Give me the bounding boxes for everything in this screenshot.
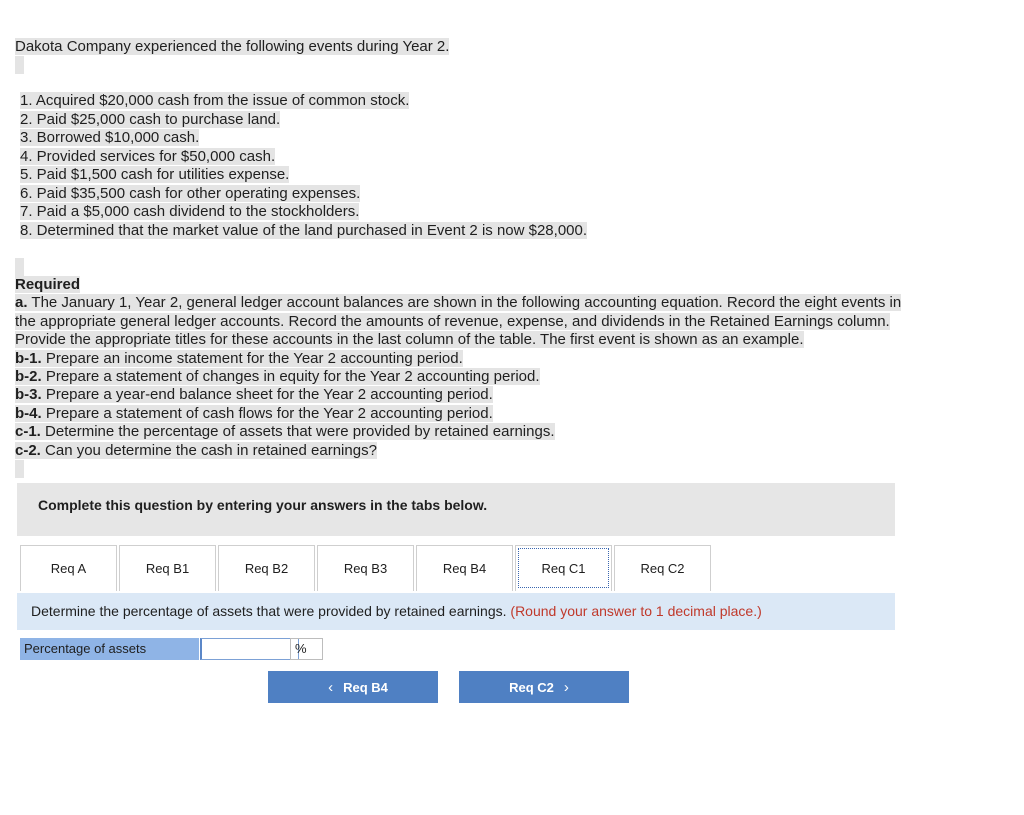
list-item: 5. Paid $1,500 cash for utilities expense. [20,166,290,183]
list-item: 4. Provided services for $50,000 cash. [20,147,276,165]
intro-text: Dakota Company experienced the following events during Year 2. [15,38,450,55]
tab-req-a[interactable]: Req A [20,545,117,591]
highlight-marker [15,460,24,478]
prev-button[interactable]: ‹ Req B4 [268,671,438,703]
list-item: 1. Acquired $20,000 cash from the issue of common stock. [20,92,410,109]
tab-req-b1[interactable]: Req B1 [119,545,216,591]
list-item: 7. Paid a $5,000 cash dividend to the stockholders. [20,203,360,220]
next-button[interactable]: Req C2 › [459,671,629,703]
percentage-input[interactable] [200,638,299,660]
list-item: 3. Borrowed $10,000 cash. [20,129,200,146]
required-item: b-2. Prepare a statement of changes in equity for the Year 2 accounting period. [15,368,540,386]
tab-req-b4[interactable]: Req B4 [416,545,513,591]
tab-bar [20,545,713,592]
percentage-label: Percentage of assets [20,638,199,660]
required-item: b-4. Prepare a statement of cash flows for the Year 2 accounting period. [15,404,493,422]
list-item: 8. Determined that the market value of the land purchased in Event 2 is now $28,000. [20,221,588,239]
required-item: b-3. Prepare a year-end balance sheet for the Year 2 accounting period. [15,386,493,404]
tab-req-c1[interactable]: Req C1 [515,545,612,591]
rounding-note: (Round your answer to 1 decimal place.) [510,603,762,619]
required-item: c-1. Determine the percentage of assets that were provided by retained earnings. [15,423,555,441]
tab-req-c2[interactable]: Req C2 [614,545,711,591]
chevron-left-icon: ‹ [328,678,334,696]
chevron-right-icon: › [563,678,569,696]
instructions-banner: Complete this question by entering your answers in the tabs below. [17,483,895,536]
question-instruction: Determine the percentage of assets that were provided by retained earnings. (Round your answer to 1 decimal place.) [17,593,895,630]
required-item: c-2. Can you determine the cash in retained earnings? [15,441,377,459]
highlight-marker [15,56,24,74]
required-section: Required a. The January 1, Year 2, general ledger account balances are shown in the following accounting equation. Record the eight events in the appropriate general ledger accounts. Record the amounts of revenue, expense, and dividends in the Retained Earnings column. Provide the appropriate titles for these accounts in the last column of the table. The first event is shown as an example. b-1. Prepare an income statement for the Year 2 accounting period. b-2. Prepare a statement of changes in equity for the Year 2 accounting period. b-3. Prepare a year-end balance sheet for the Year 2 accounting period. b-4. Prepare a statement of cash flows for the Year 2 accounting period. c-1. Determine the percentage of assets that were provided by retained earnings. c-2. Can you determine the cash in retained earnings? [15,276,985,460]
required-title: Required [15,276,81,293]
percent-unit: % [290,638,323,660]
list-item: 2. Paid $25,000 cash to purchase land. [20,110,281,128]
events-list [20,92,587,240]
required-item: b-1. Prepare an income statement for the Year 2 accounting period. [15,349,463,367]
list-item: 6. Paid $35,500 cash for other operating expenses. [20,184,361,202]
tab-req-b3[interactable]: Req B3 [317,545,414,591]
highlight-marker [15,258,24,276]
tab-req-b2[interactable]: Req B2 [218,545,315,591]
